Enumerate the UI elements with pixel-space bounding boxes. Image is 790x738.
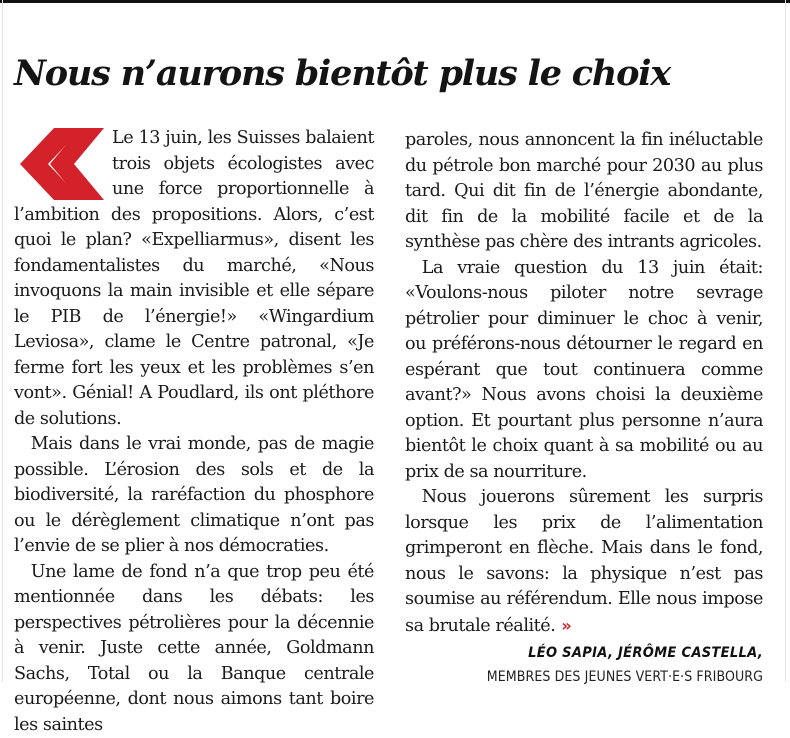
double-chevron-right-icon: »: [561, 616, 571, 635]
top-border: [0, 0, 790, 3]
article-paragraph-2: Mais dans le vrai monde, pas de magie possible. L’érosion des sols et de la biodiversité, la raréfaction du phosphore ou le dérèglement climatique n’ont pas l’envie de se plier à nos démocraties.: [14, 432, 374, 560]
article-column-right: [405, 128, 763, 668]
author-names: LÉO SAPIA, JÉRÔME CASTELLA,: [405, 641, 763, 665]
right-margin-rule: [785, 0, 786, 682]
article-paragraph-3: Une lame de fond n’a que trop peu été mentionnée dans les débats: les perspectives pétrolières pour la décennie à venir. Juste cette année, Goldmann Sachs, Total ou la Banque centrale européenne, dont nous aimons tant boire les saintes: [14, 560, 374, 738]
double-chevron-left-icon: [14, 128, 104, 200]
author-affiliation: MEMBRES DES JEUNES VERT·E·S FRIBOURG: [405, 665, 763, 689]
article-paragraph-1: Le 13 juin, les Suisses balaient trois objets écologistes avec une force proportionnelle à l’ambition des propositions. Alors, c’est quoi le plan? «Expelliarmus», disent les fondamentalistes du marché, «Nous invoquons la main invisible et elle sépare le PIB de l’énergie!» «Wingardium Leviosa», clame le Centre patronal, «Je ferme fort les yeux et les problèmes s’en vont». Génial! A Poudlard, ils ont pléthore de solutions.: [14, 126, 374, 432]
left-margin-rule: [2, 0, 3, 682]
article-paragraph-6-text: Nous jouerons sûrement les surpris lorsque les prix de l’alimentation grimperont en flèche. Mais dans le fond, nous le savons: la physique n’est pas soumise au référendum. Elle nous impose sa brutale réalité.: [405, 487, 763, 636]
article-paragraph-4: paroles, nous annoncent la fin inéluctable du pétrole bon marché pour 2030 au plus tard. Qui dit fin de l’énergie abondante, dit fin de la mobilité facile et de la synthèse pas chère des intrants agricoles.: [405, 128, 763, 256]
article-headline: Nous n’aurons bientôt plus le choix: [14, 50, 670, 98]
article-column-left: [14, 126, 374, 666]
article-paragraph-5: La vraie question du 13 juin était: «Voulons-nous piloter notre sevrage pétrolier pour diminuer le choc à venir, ou préférons-nous détourner le regard en espérant que tout continuera comme avant?» Nous avons choisi la deuxième option. Et pourtant plus personne n’aura bientôt le choix quant à sa mobilité ou au prix de sa nourriture.: [405, 256, 763, 486]
article-paragraph-6: [405, 485, 763, 639]
